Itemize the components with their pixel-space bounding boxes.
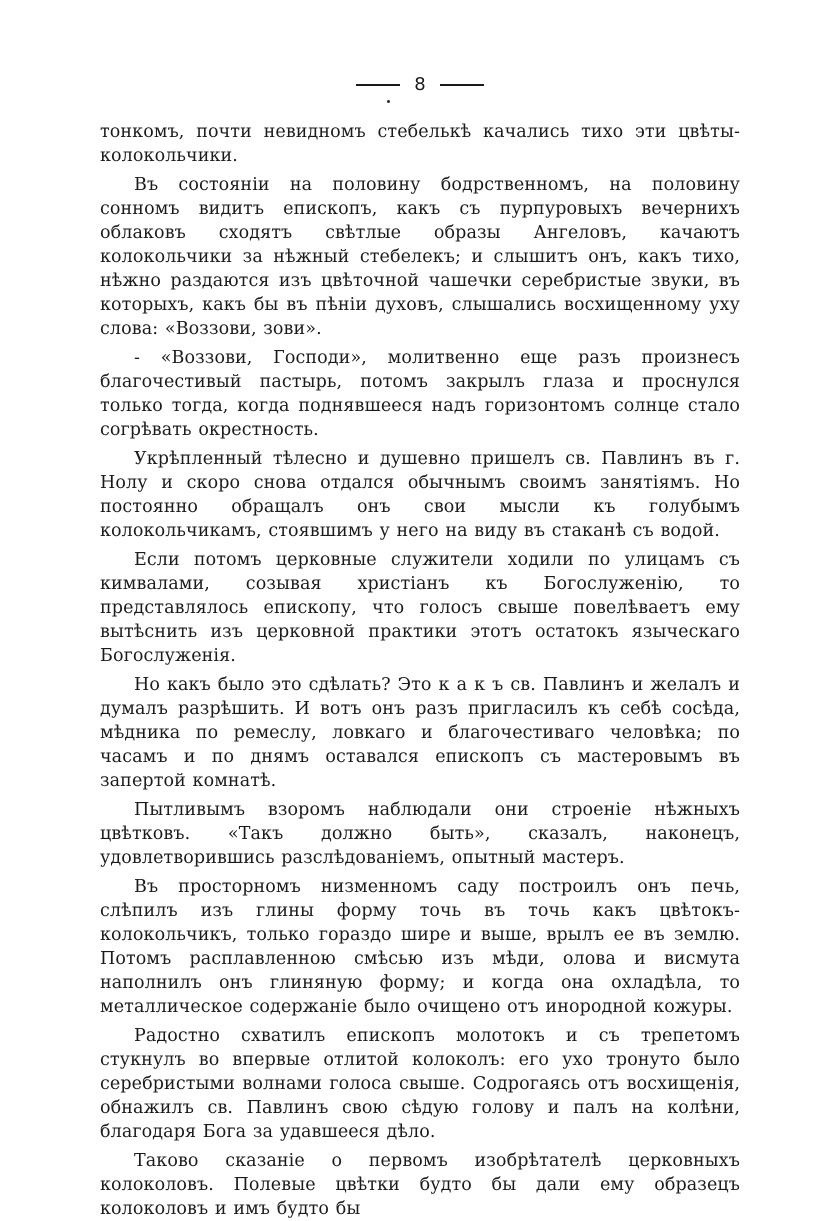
paragraph-cymbals: Если потомъ церковные служители ходили по улицамъ съ кимвалами, созывая христiанъ къ Богослуженiю, то представлялось епископу, что голосъ свыше повелѣваетъ ему вытѣснить изъ церковной практики этотъ остатокъ языческаго Богослуженiя. [100, 550, 740, 666]
paragraph-continuation: тонкомъ, почти невидномъ стебелькѣ качались тихо эти цвѣты-колокольчики. [100, 122, 740, 166]
page-header [0, 70, 840, 100]
paragraph-study: Пытливымъ взоромъ наблюдали они строенiе нѣжныхъ цвѣтковъ. «Такъ должно быть», сказалъ, наконецъ, удовлетворившись разслѣдованiемъ, опытный мастеръ. [100, 800, 740, 868]
header-rule-right [440, 84, 484, 86]
paragraph-prayer: - «Воззови, Господи», молитвенно еще разъ произнесъ благочестивый пастырь, потомъ закрылъ глаза и проснулся только тогда, когда поднявшееся надъ горизонтомъ солнце стало согрѣвать окрестность. [100, 348, 740, 440]
paragraph-legend: Таково сказанiе о первомъ изобрѣтателѣ церковныхъ колоколовъ. Полевые цвѣтки будто бы дали ему образецъ колоколовъ и имъ будто бы [100, 1151, 740, 1219]
paragraph-casting: Въ просторномъ низменномъ саду построилъ онъ печь, слѣпилъ изъ глины форму точь въ точь какъ цвѣтокъ-колокольчикъ, только гораздо шире и выше, врылъ ее въ землю. Потомъ расплавленною смѣсью изъ мѣди, олова и висмута наполнилъ онъ глиняную форму; и когда она охладѣла, то металлическое содержанiе было очищено отъ инородной кожуры. [100, 877, 740, 1017]
paragraph-coppersmith: Но какъ было это сдѣлать? Это к а к ъ св. Павлинъ и желалъ и думалъ разрѣшить. И вотъ онъ разъ пригласилъ къ себѣ сосѣда, мѣдника по ремеслу, ловкаго и благочестиваго человѣка; по часамъ и по днямъ оставался епископъ съ мастеровымъ въ запертой комнатѣ. [100, 675, 740, 791]
body-text [100, 120, 740, 1221]
page-number: 8 [414, 74, 426, 95]
ink-speck [387, 100, 390, 103]
paragraph-first-bell: Радостно схватилъ епископъ молотокъ и съ трепетомъ стукнулъ во впервые отлитой колоколъ: его ухо тронуто было серебристыми волнами голоса свыше. Содрогаясь отъ восхищенiя, обнажилъ св. Павлинъ свою сѣдую голову и палъ на колѣни, благодаря Бога за удавшееся дѣло. [100, 1026, 740, 1142]
header-rule-left [356, 84, 400, 86]
paragraph-return-to-nola: Укрѣпленный тѣлесно и душевно пришелъ св. Павлинъ въ г. Нолу и скоро снова отдался обычнымъ своимъ занятiямъ. Но постоянно обращалъ онъ свои мысли къ голубымъ колокольчикамъ, стоявшимъ у него на виду въ стаканѣ съ водой. [100, 449, 740, 541]
paragraph-vision: Въ состоянiи на половину бодрственномъ, на половину сонномъ видитъ епископъ, какъ съ пурпуровыхъ вечернихъ облаковъ сходятъ свѣтлые образы Ангеловъ, качаютъ колокольчики за нѣжный стебелекъ; и слышитъ онъ, какъ тихо, нѣжно раздаются изъ цвѣточной чашечки серебристые звуки, въ которыхъ, какъ бы въ пѣнiи духовъ, слышались восхищенному уху слова: «Воззови, зови». [100, 175, 740, 339]
